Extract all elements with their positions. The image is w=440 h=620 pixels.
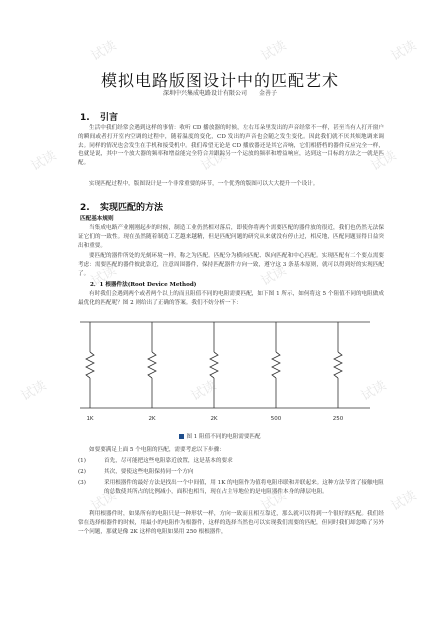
section-heading-intro [80, 110, 118, 123]
watermark: 试读 [388, 38, 420, 65]
watermark: 试读 [88, 488, 120, 515]
list-text: 其次，要使这些电阻保持同一个方向 [104, 469, 194, 475]
subsection-heading: 2．1 根器件法(Root Device Method) [90, 282, 197, 288]
resistor-label: 2K [148, 416, 156, 422]
watermark: 试读 [188, 378, 220, 405]
list-item [78, 457, 384, 466]
paragraph: 利用根器件时，如果所有的电阻只是一种形状一样，方向一致而且相互靠近，那么就可以得到一个很好的匹配。我们经常在选择根器件的时候，用最小的电阻作为根器件，这样的选择当然也可以实现我们需要的匹配，但同时我们却忽略了另外一个问题，那就是像 2K 这样的电阻如果用 250 根根器件， [78, 511, 384, 535]
paper-title: 模拟电路版图设计中的匹配艺术 [100, 71, 339, 90]
paragraph: 实现匹配过程中，版图设计是一个非常重要的环节，一个优秀的版图可以大大提升一个设计。 [89, 181, 319, 187]
list-text: 首先，尽可能把这些电阻靠近放置，这是基本的要求 [104, 458, 233, 464]
resistor [210, 322, 218, 422]
section-number: 2. [80, 203, 90, 213]
list-item [78, 479, 384, 497]
watermark: 试读 [258, 38, 290, 65]
paragraph: 生活中我们经常会遇到这样的事情：收听 CD 播放器的时候，左右耳朵里发出的声音经常不一样，甚至当有人打开窗户的瞬间或者打开室内空调的过程中，随着温度的变化，CD 发出的声音也会随之发生变化。因此我们就不厌其烦地调来调去。同样的情况也会发生在手机和接受机中。我们希望无论是 CD 播放器还是其它音响，它们相搭档的器件反应完全一样，也就是说，其中一个放大器的频率和增益能完全符合并跟踪另一个运放的频率和增益响应，达到这一目标的方法之一就是匹配。 [78, 125, 384, 167]
watermark: 试读 [388, 488, 420, 515]
watermark: 试读 [88, 38, 120, 65]
resistor [148, 322, 156, 422]
section-number: 1. [80, 113, 90, 123]
paragraph: 当集成电路产业刚刚起步的时候，制造工业仍然相对落后，即使你将两个需要匹配的器件放的很近，我们也仍然无法保证它们的一致性。现在虽然随着制造工艺越来越精，但是匹配问题的研究从来就没有停止过，相反地，匹配问题显得日益突出和重要。 [78, 225, 384, 249]
list-number: (3) [78, 480, 86, 486]
resistor [271, 322, 282, 422]
list-text: 采用根器件的最好方法是找出一个中间值，用 1K 的电阻作为值将电阻串联和并联起来。这种方法节省了接触电阻的总数使其所占的比例减小，面积也相当，现在占主导地位的是电阻器件本身的薄层电阻。 [104, 480, 384, 495]
watermark: 试读 [368, 148, 400, 175]
paragraph: 要匹配的器件所处的光刻环境一样，称之为匹配。匹配分为横向匹配、纵向匹配和中心匹配。实现匹配有二个要点需要考虑：需要匹配的器件彼此靠近，注意周围器件，保持匹配器件方向一致，遵守这 3 条基本原则，就可以得到好的实现匹配了。 [78, 253, 384, 277]
watermark: 试读 [88, 263, 120, 290]
watermark: 试读 [258, 488, 290, 515]
list-number: (1) [78, 458, 86, 464]
watermark: 试读 [258, 263, 290, 290]
list-item [78, 468, 384, 477]
section-heading-methods [80, 200, 163, 213]
resistor [86, 322, 94, 422]
resistor-label: 500 [270, 416, 282, 422]
resistor-label: 2K [210, 416, 218, 422]
resistor-figure [80, 316, 370, 426]
section-title: 引言 [100, 113, 119, 123]
section-title: 实现匹配的方法 [100, 203, 164, 213]
figure-caption: 图 1 阻值不同的电阻需要匹配 [0, 432, 440, 440]
paragraph: 如要要满足上面 5 个电阻的匹配，需要考虑以下步骤： [89, 447, 225, 453]
subsection-heading: 匹配基本规则 [80, 216, 114, 222]
paragraph: 有时我们会遇到两个或者两个以上的而且阻值不同的电阻需要匹配，如下图 1 所示，如何将这 5 个阻值不同的电阻做成最优化的匹配呢？图 2 则给出了正确的答案。我们不妨分析一下： [78, 291, 384, 306]
watermark: 试读 [198, 148, 230, 175]
watermark: 试读 [18, 378, 50, 405]
resistor-label: 1K [86, 416, 94, 422]
watermark: 试读 [358, 378, 390, 405]
author-line: 深圳中兴集成电路设计有限公司 金善子 [162, 90, 277, 97]
resistor-label: 250 [332, 416, 344, 422]
resistor [333, 322, 344, 422]
list-number: (2) [78, 469, 86, 475]
figure-marker-icon [179, 434, 184, 439]
watermark: 试读 [28, 148, 60, 175]
